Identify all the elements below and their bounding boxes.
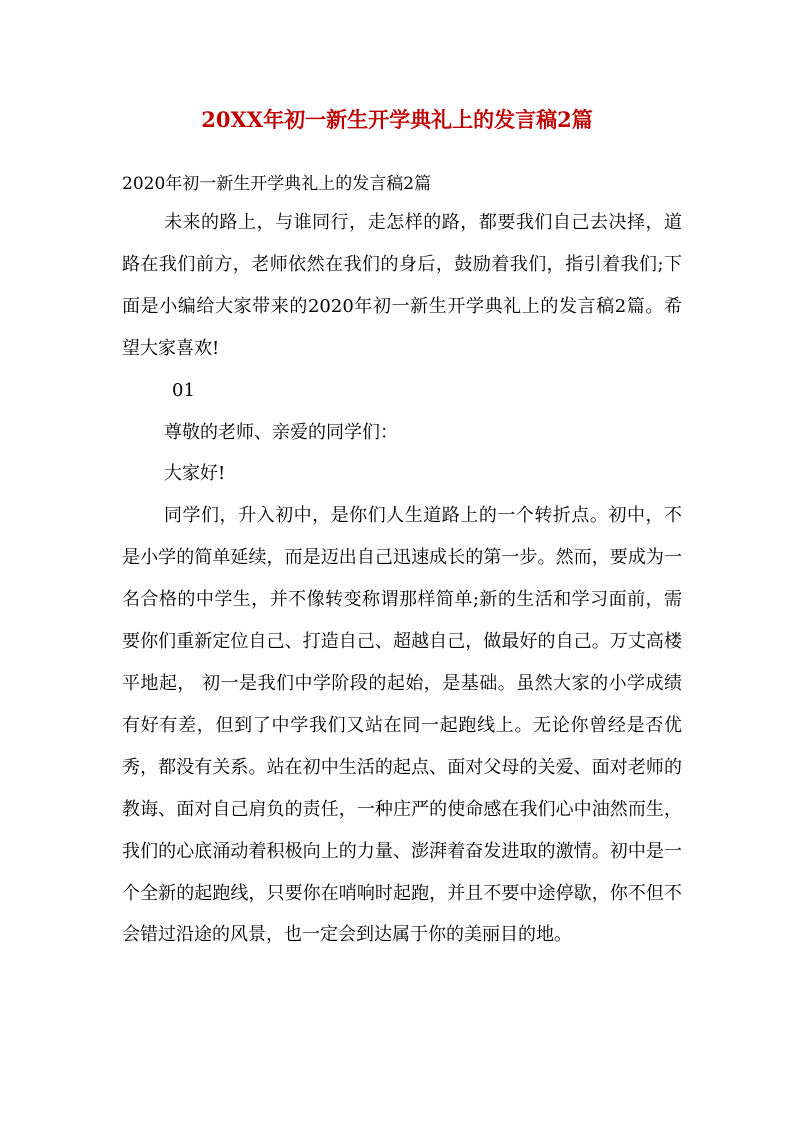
document-subtitle: 2020年初一新生开学典礼上的发言稿2篇 (122, 174, 432, 194)
document-body (122, 202, 682, 956)
document-title: 20XX年初一新生开学典礼上的发言稿2篇 (201, 107, 593, 132)
greeting: 大家好! (164, 463, 226, 485)
speech-paragraph: 同学们，升入初中，是你们人生道路上的一个转折点。初中，不是小学的简单延续，而是迈出自己迅速成长的第一步。然而，要成为一名合格的中学生，并不像转变称谓那样简单;新的生活和学习面前，需要你们重新定位自己、打造自己、超越自己，做最好的自己。万丈高楼平地起， 初一是我们中学阶段的起始，是基础。虽然大家的小学成绩有好有差，但到了中学我们又站在同一起跑线上。无论你曾经是否优秀，都没有关系。站在初中生活的起点、面对父母的关爱、面对老师的教诲、面对自己肩负的责任，一种庄严的使命感在我们心中油然而生，我们的心底涌动着积极向上的力量、澎湃着奋发进取的激情。初中是一个全新的起跑线，只要你在哨响时起跑，并且不要中途停歇，你不但不会错过沿途的风景，也一定会到达属于你的美丽目的地。 (122, 505, 682, 946)
intro-paragraph: 未来的路上，与谁同行，走怎样的路，都要我们自己去决择，道路在我们前方，老师依然在我们的身后，鼓励着我们，指引着我们;下面是小编给大家带来的2020年初一新生开学典礼上的发言稿2篇。希望大家喜欢! (122, 212, 682, 359)
salutation: 尊敬的老师、亲爱的同学们： (164, 421, 398, 443)
section-number: 01 (172, 379, 195, 401)
